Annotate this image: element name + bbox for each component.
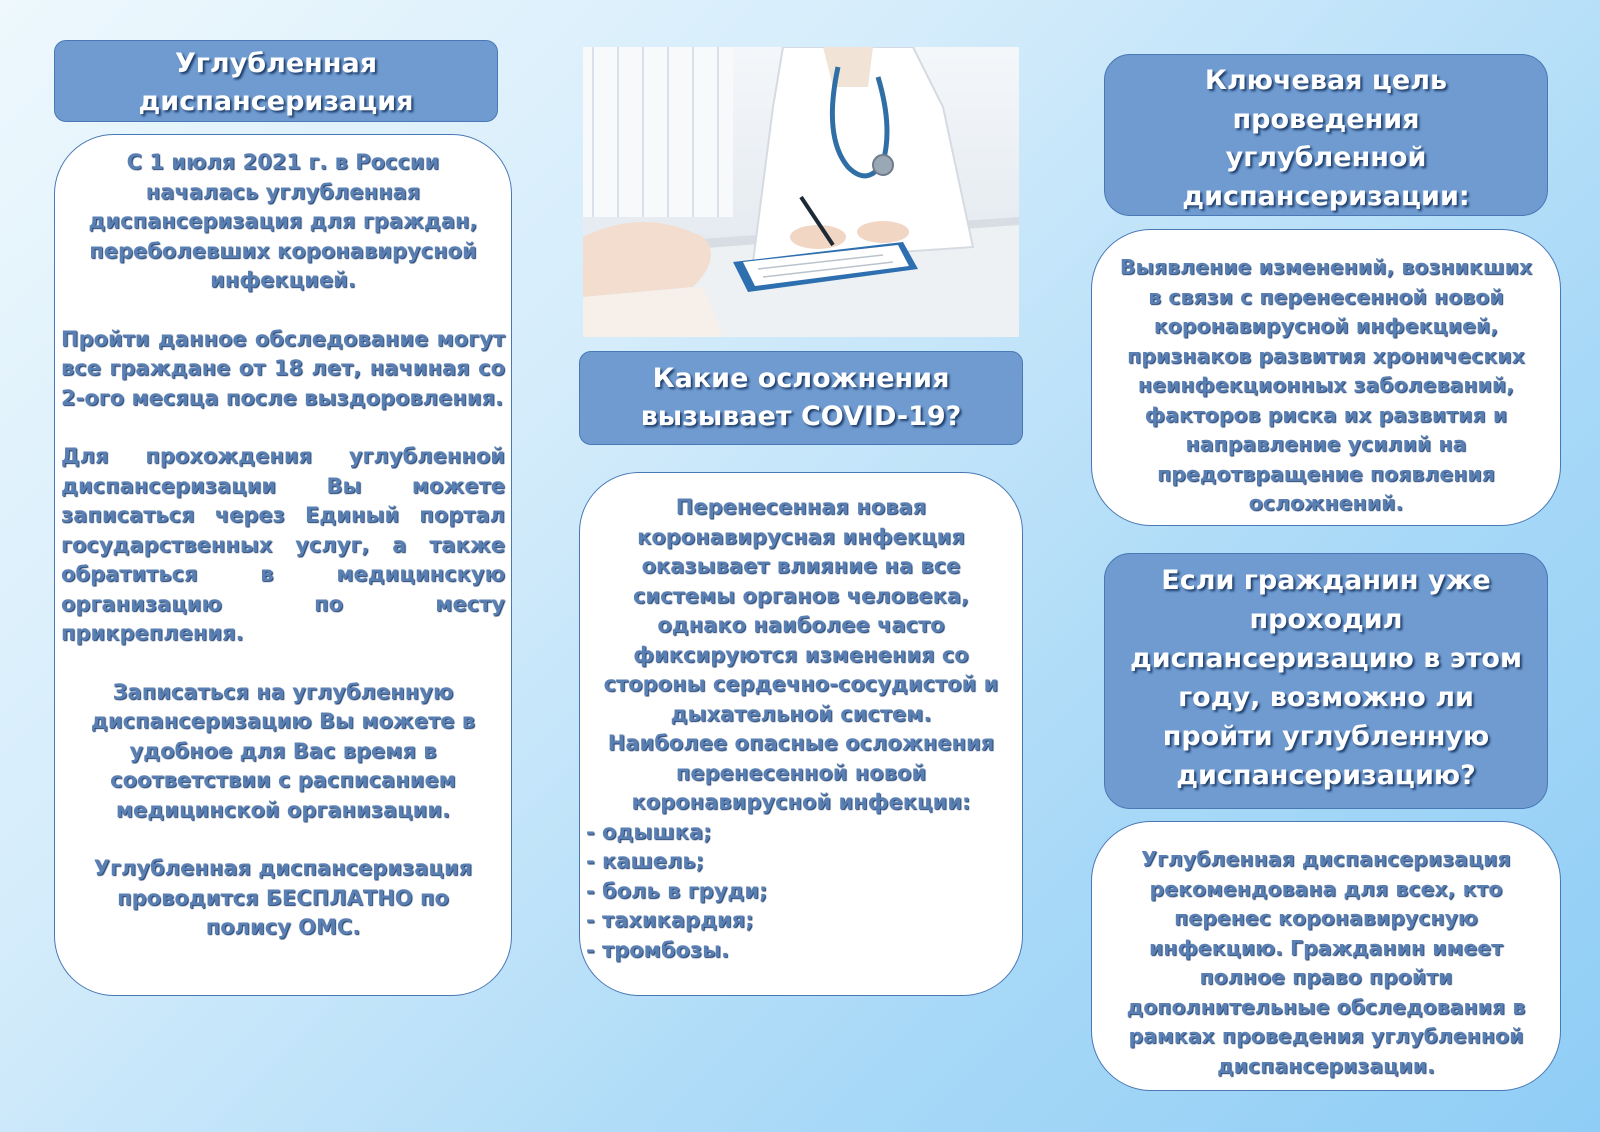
right-body-2: Углубленная диспансеризация рекомендована для всех, кто перенес коронавирусную инфекцию. Гражданин имеет полное право пройти дополнительные обследования в рамках проведения углубленной диспансеризации.	[1126, 847, 1526, 1078]
middle-title: Какие осложнения вызывает COVID-19?	[640, 363, 962, 432]
left-para-5: Углубленная диспансеризация проводится БЕСПЛАТНО по полису ОМС.	[93, 856, 473, 939]
left-para-3: Для прохождения углубленной диспансеризации Вы можете записаться через Единый портал государственных услуг, а также обратиться в медицинскую организацию по месту прикрепления.	[61, 444, 505, 645]
middle-title-box	[579, 351, 1023, 445]
complication-item: - боль в груди;	[586, 878, 768, 903]
right-title-2: Если гражданин уже проходил диспансеризацию в этом году, возможно ли пройти углубленную диспансеризацию?	[1129, 565, 1523, 791]
right-info-box-1	[1091, 229, 1561, 526]
doctor-illustration	[583, 47, 1019, 337]
complication-item: - кашель;	[586, 849, 705, 873]
left-para-4: Записаться на углубленную диспансеризацию Вы можете в удобное для Вас время в соответствии с расписанием медицинской организации.	[90, 679, 476, 822]
doctor-photo	[583, 47, 1019, 337]
left-title: Углубленная диспансеризация	[138, 48, 414, 117]
complication-item: - тахикардия;	[586, 908, 754, 932]
right-info-box-2	[1091, 821, 1561, 1091]
left-info-box	[54, 134, 512, 996]
middle-info-box	[579, 472, 1023, 996]
complication-item: - тромбозы.	[586, 937, 730, 962]
right-title-1: Ключевая цель проведения углубленной диспансеризации:	[1182, 65, 1470, 212]
left-para-1: С 1 июля 2021 г. в России началась углубленная диспансеризация для граждан, переболевших коронавирусной инфекцией.	[88, 150, 478, 292]
middle-body: Перенесенная новая коронавирусная инфекция оказывает влияние на все системы органов человека, однако наиболее часто фиксируются изменения со стороны сердечно-сосудистой и дыхательной систем. Наиболее опасные осложнения перенесенной новой коронавирусной инфекции:	[603, 495, 999, 814]
left-para-2: Пройти данное обследование могут все граждане от 18 лет, начиная со 2-ого месяца после выздоровления.	[61, 326, 505, 410]
right-title-box-2	[1104, 553, 1548, 809]
left-title-box	[54, 40, 498, 122]
right-title-box-1	[1104, 54, 1548, 216]
right-body-1: Выявление изменений, возникших в связи с перенесенной новой коронавирусной инфекцией, признаков развития хронических неинфекционных заболеваний, факторов риска их развития и направление усилий на предотвращение появления осложнений.	[1119, 255, 1533, 515]
complication-item: - одышка;	[586, 819, 712, 844]
